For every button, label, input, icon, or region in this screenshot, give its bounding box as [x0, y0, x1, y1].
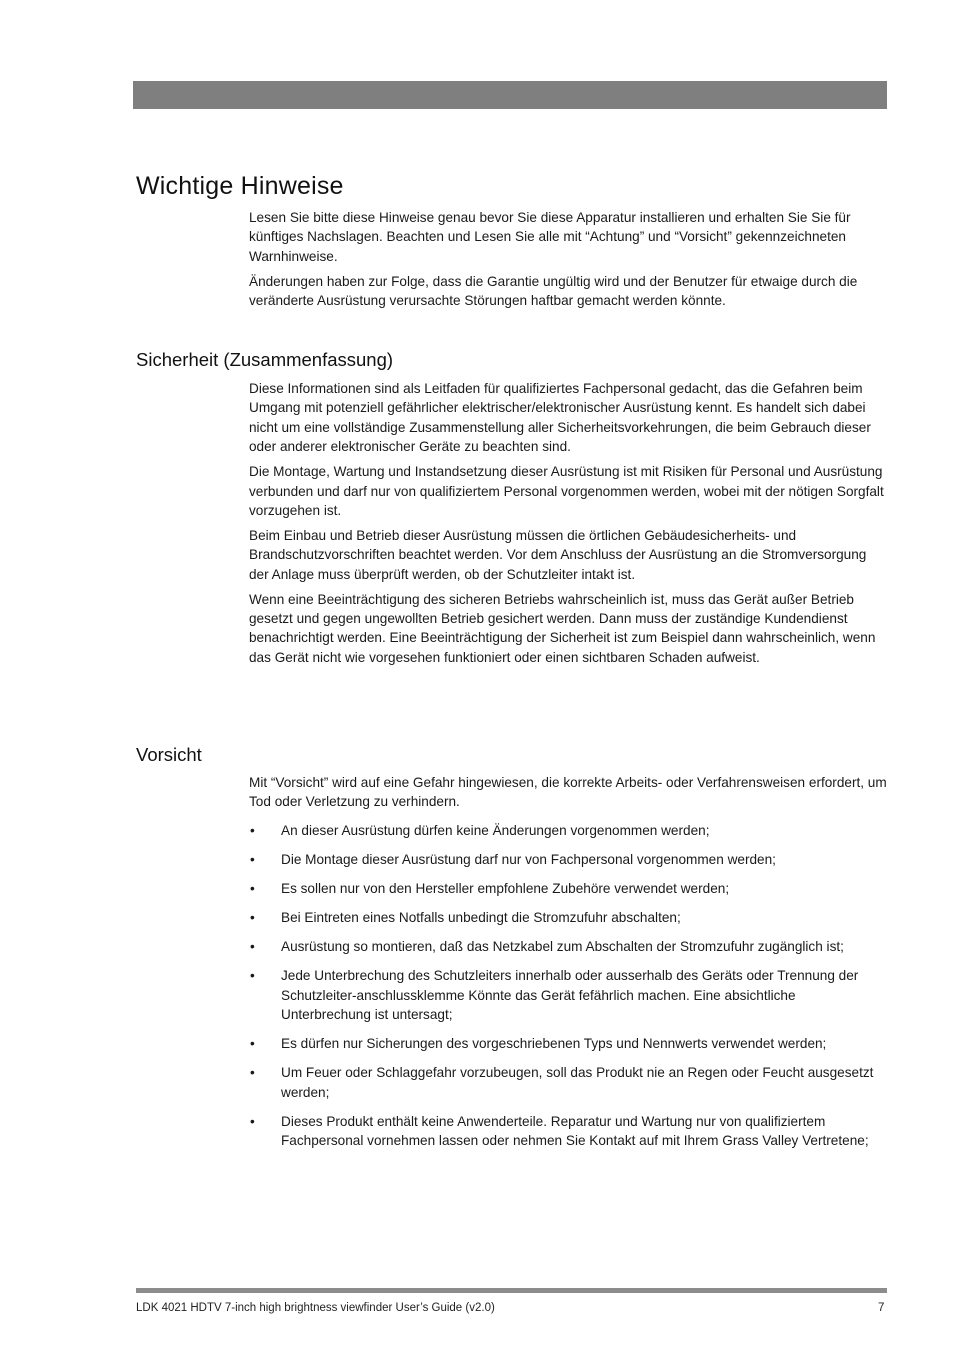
list-item: [249, 1034, 889, 1053]
section-heading-safety: Sicherheit (Zusammenfassung): [136, 349, 394, 370]
list-item-text: Dieses Produkt enthält keine Anwenderteile. Reparatur und Wartung nur von qualifiziertem Fachpersonal vornehmen lassen oder nehmen Sie Kontakt auf mit Ihrem Grass Valley Vertretene;: [281, 1113, 869, 1149]
safety-paragraph: Wenn eine Beeinträchtigung des sicheren Betriebs wahrscheinlich ist, muss das Gerät außer Betrieb gesetzt und gegen ungewollten Betrieb gesichert werden. Dann muss der zuständige Kundendienst benachrichtigt werden. Eine Beeinträchtigung der Sicherheit ist zum Beispiel dann wahrscheinlich, wenn das Gerät nicht wie vorgesehen funktioniert oder einen sichtbaren Schaden aufweist.: [249, 591, 876, 665]
list-item-text: Ausrüstung so montieren, daß das Netzkabel zum Abschalten der Stromzufuhr zugänglich ist;: [281, 939, 844, 955]
bullet-icon: •: [250, 968, 255, 984]
list-item-text: Es sollen nur von den Hersteller empfohlene Zubehöre verwendet werden;: [281, 881, 730, 897]
bullet-icon: •: [250, 881, 255, 897]
list-item-text: Bei Eintreten eines Notfalls unbedingt die Stromzufuhr abschalten;: [281, 910, 681, 926]
header-bar: [133, 81, 887, 109]
list-item: [249, 821, 889, 840]
list-item: [249, 1112, 889, 1151]
list-item: [249, 966, 889, 1024]
bullet-icon: •: [250, 1036, 255, 1052]
list-item: [249, 850, 889, 869]
list-item-text: Jede Unterbrechung des Schutzleiters innerhalb oder ausserhalb des Geräts oder Trennung der Schutzleiter-anschlussklemme Könnte das Gerät fefährlich machen. Eine absichtliche Unterbrechung ist untersagt;: [281, 968, 859, 1023]
footer-bar: [136, 1288, 887, 1293]
footer-document-title: LDK 4021 HDTV 7-inch high brightness viewfinder User’s Guide (v2.0): [136, 1302, 495, 1314]
page-number: 7: [878, 1302, 885, 1314]
list-item-text: Es dürfen nur Sicherungen des vorgeschriebenen Typs und Nennwerts verwendet werden;: [281, 1036, 827, 1052]
safety-paragraph: Diese Informationen sind als Leitfaden für qualifiziertes Fachpersonal gedacht, das die Gefahren beim Umgang mit potenziell gefährlicher elektrischer/elektronischer Ausrüstung kennt. Es handelt sich dabei nicht um eine vollständige Zusammenstellung aller Sicherheitsvorkehrungen, die beim Gebrauch dieser oder anderer elektronischer Geräte zu beachten sind.: [249, 381, 871, 455]
list-item: [249, 908, 889, 927]
page-title: Wichtige Hinweise: [136, 172, 344, 200]
section-heading-caution: Vorsicht: [136, 744, 202, 765]
intro-section: [249, 208, 889, 316]
bullet-icon: •: [250, 823, 255, 839]
safety-paragraph: Beim Einbau und Betrieb dieser Ausrüstung müssen die örtlichen Gebäudesicherheits- und Brandschutzvorschriften beachtet werden. Vor dem Anschluss der Ausrüstung an die Stromversorgung der Anlage muss überprüft werden, ob der Schutzleiter intakt ist.: [249, 527, 867, 582]
intro-paragraph: Änderungen haben zur Folge, dass die Garantie ungültig wird und der Benutzer für etwaige durch die veränderte Ausrüstung verursachte Störungen haftbar gemacht werden könnte.: [249, 273, 858, 309]
bullet-icon: •: [250, 1113, 255, 1129]
safety-section: [249, 379, 889, 673]
list-item: [249, 879, 889, 898]
caution-section: [249, 773, 889, 1160]
list-item: [249, 937, 889, 956]
list-item-text: An dieser Ausrüstung dürfen keine Änderungen vorgenommen werden;: [281, 823, 710, 839]
bullet-icon: •: [250, 910, 255, 926]
list-item: [249, 1063, 889, 1102]
caution-intro: Mit “Vorsicht” wird auf eine Gefahr hingewiesen, die korrekte Arbeits- oder Verfahrensweisen erfordert, um Tod oder Verletzung zu verhindern.: [249, 775, 887, 810]
list-item-text: Um Feuer oder Schlaggefahr vorzubeugen, soll das Produkt nie an Regen oder Feucht ausgesetzt werden;: [281, 1065, 874, 1100]
bullet-icon: •: [250, 939, 255, 955]
intro-paragraph: Lesen Sie bitte diese Hinweise genau bevor Sie diese Apparatur installieren und erhalten Sie Sie für künftiges Nachslagen. Beachten und Lesen Sie alle mit “Achtung” und “Vorsicht” gekennzeichneten Warnhinweise.: [249, 210, 851, 264]
bullet-icon: •: [250, 1065, 255, 1081]
caution-list: [249, 821, 889, 1150]
bullet-icon: •: [250, 852, 255, 868]
list-item-text: Die Montage dieser Ausrüstung darf nur von Fachpersonal vorgenommen werden;: [281, 852, 776, 868]
safety-paragraph: Die Montage, Wartung und Instandsetzung dieser Ausrüstung ist mit Risiken für Personal und Ausrüstung verbunden und darf nur von qualifiziertem Personal vorgenommen werden, wobei mit der nötigen Sorgfalt vorzugehen ist.: [249, 464, 884, 518]
